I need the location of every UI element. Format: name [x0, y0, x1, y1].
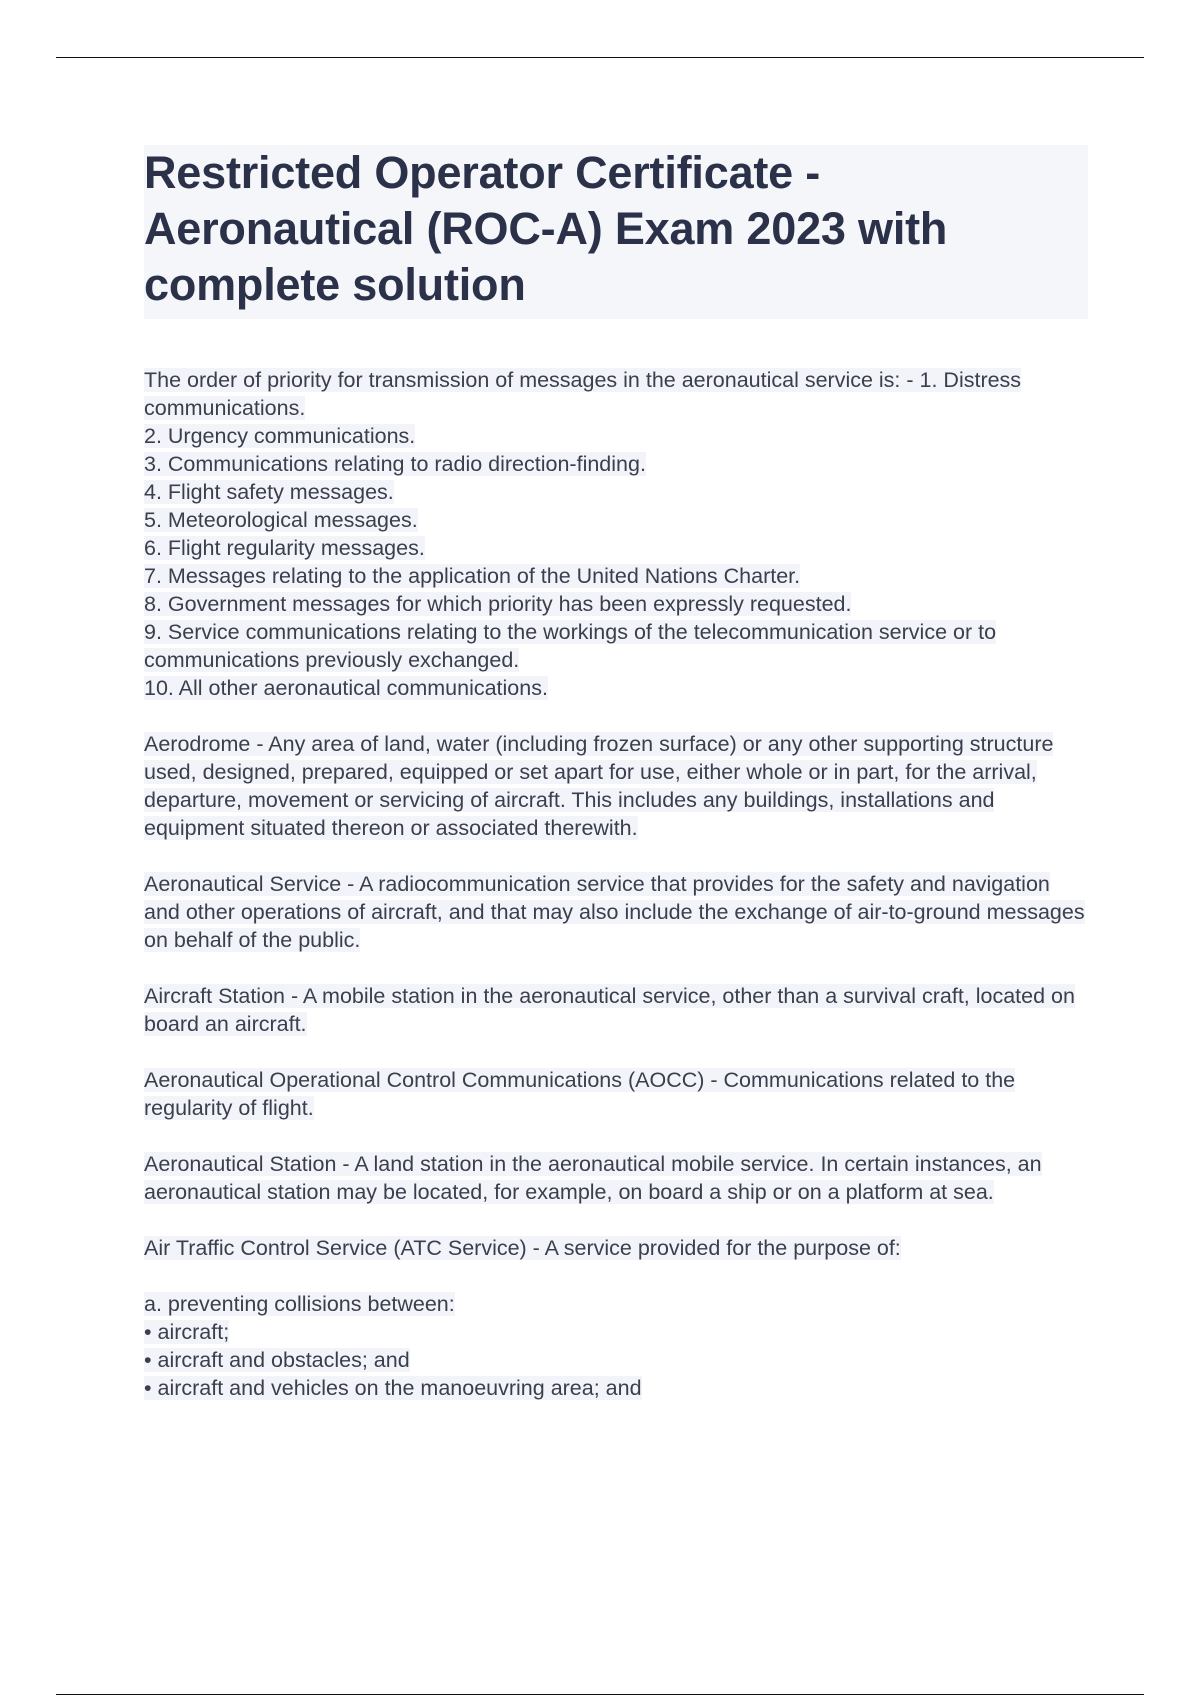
definition-aerodrome	[144, 730, 1088, 842]
definition-text: Aeronautical Operational Control Communications (AOCC) - Communications related to the regularity of flight.	[144, 1068, 1016, 1120]
definition-aircraft-station	[144, 982, 1088, 1038]
priority-item: 5. Meteorological messages.	[144, 508, 418, 532]
priority-item: 10. All other aeronautical communications.	[144, 676, 548, 700]
priority-item: 9. Service communications relating to the workings of the telecommunication service or to communications previously exchanged.	[144, 620, 997, 672]
definition-text: Aeronautical Station - A land station in the aeronautical mobile service. In certain instances, an aeronautical station may be located, for example, on board a ship or on a platform at sea.	[144, 1152, 1042, 1204]
title-block	[144, 145, 1088, 319]
definition-text: Aeronautical Service - A radiocommunication service that provides for the safety and navigation and other operations of aircraft, and that may also include the exchange of air-to-ground messages on behalf of the public.	[144, 872, 1085, 952]
definition-aeronautical-station	[144, 1150, 1088, 1206]
priority-item: 4. Flight safety messages.	[144, 480, 394, 504]
priority-item: 6. Flight regularity messages.	[144, 536, 425, 560]
atc-bullet: • aircraft and vehicles on the manoeuvring area; and	[144, 1376, 642, 1400]
priority-item: 8. Government messages for which priority has been expressly requested.	[144, 592, 852, 616]
definition-aocc	[144, 1066, 1088, 1122]
atc-lead: a. preventing collisions between:	[144, 1292, 455, 1316]
document-title: Restricted Operator Certificate - Aeronautical (ROC-A) Exam 2023 with complete solution	[144, 147, 948, 310]
atc-bullet: • aircraft and obstacles; and	[144, 1348, 410, 1372]
definition-text: Aircraft Station - A mobile station in the aeronautical service, other than a survival craft, located on board an aircraft.	[144, 984, 1075, 1036]
priority-item: 2. Urgency communications.	[144, 424, 416, 448]
priority-list	[144, 366, 1088, 702]
atc-purposes	[144, 1290, 1088, 1402]
priority-intro: The order of priority for transmission of messages in the aeronautical service is: - 1. Distress communications.	[144, 368, 1022, 420]
definition-atc-service	[144, 1234, 1088, 1262]
definition-aeronautical-service	[144, 870, 1088, 954]
definition-text: Aerodrome - Any area of land, water (including frozen surface) or any other supporting structure used, designed, prepared, equipped or set apart for use, either whole or in part, for the arrival, departure, movement or servicing of aircraft. This includes any buildings, installations and equipment situated thereon or associated therewith.	[144, 732, 1054, 840]
atc-bullet: • aircraft;	[144, 1320, 230, 1344]
bottom-rule	[56, 1694, 1144, 1695]
top-rule	[56, 57, 1144, 58]
priority-item: 3. Communications relating to radio direction-finding.	[144, 452, 646, 476]
definition-text: Air Traffic Control Service (ATC Service) - A service provided for the purpose of:	[144, 1236, 901, 1260]
document-body	[144, 366, 1088, 1430]
priority-item: 7. Messages relating to the application of the United Nations Charter.	[144, 564, 801, 588]
